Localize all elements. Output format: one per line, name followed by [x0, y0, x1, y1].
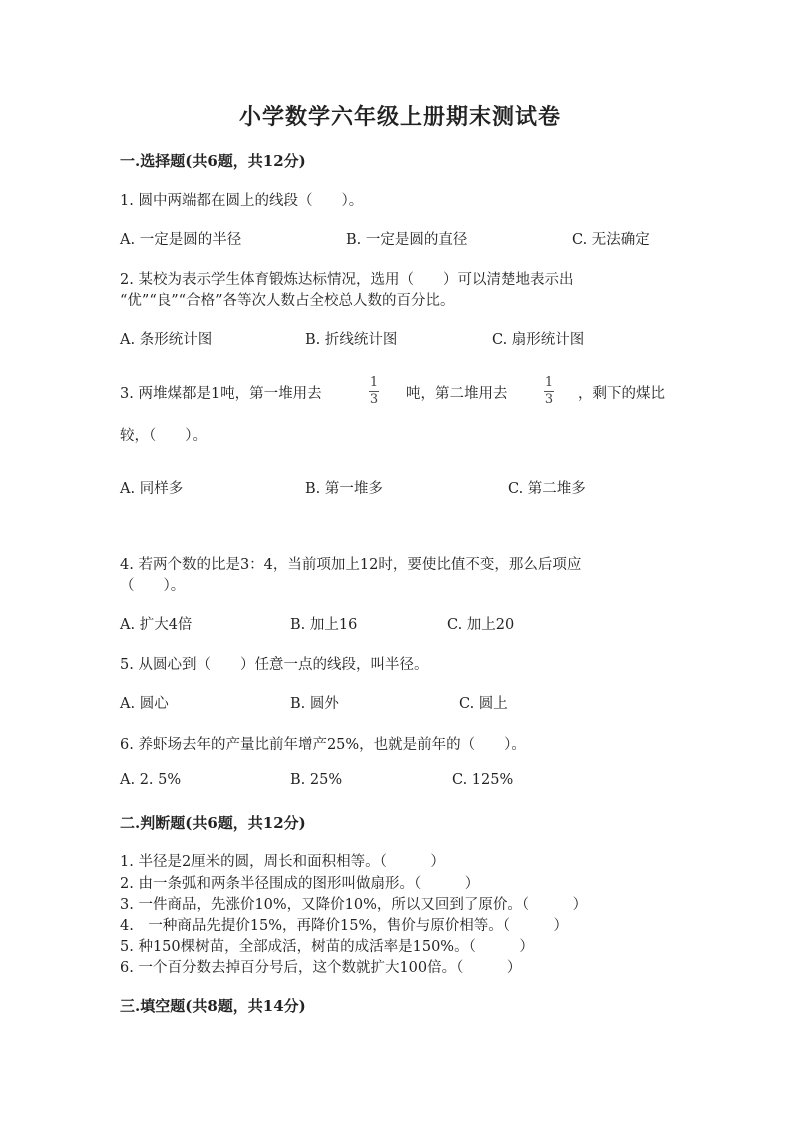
fraction-numerator: 1 — [544, 375, 554, 390]
fraction-numerator: 1 — [369, 375, 379, 390]
judgement-item: 1. 半径是2厘米的圆，周长和面积相等。（ ） — [120, 854, 445, 870]
q1-option-c: C. 无法确定 — [572, 232, 650, 248]
page-title: 小学数学六年级上册期末测试卷 — [238, 104, 561, 130]
question-1: 1. 圆中两端都在圆上的线段（ ）。 — [120, 193, 364, 209]
q5-option-b: B. 圆外 — [290, 696, 339, 712]
question-3-part-3: ，剩下的煤比 — [578, 386, 665, 402]
q3-option-c: C. 第二堆多 — [508, 481, 586, 497]
q4-option-a: A. 扩大4倍 — [120, 617, 193, 633]
q3-option-b: B. 第一堆多 — [305, 481, 383, 497]
q5-option-a: A. 圆心 — [120, 696, 169, 712]
q4-option-c: C. 加上20 — [447, 617, 515, 633]
judgement-item: 2. 由一条弧和两条半径围成的图形叫做扇形。（ ） — [120, 876, 480, 892]
judgement-item: 6. 一个百分数去掉百分号后，这个数就扩大100倍。（ ） — [120, 960, 522, 976]
question-3-part-2: 吨，第二堆用去 — [406, 386, 508, 402]
fraction-denominator: 3 — [544, 392, 554, 407]
section-heading-judgement: 二.判断题(共6题，共12分) — [120, 814, 306, 832]
fraction-denominator: 3 — [369, 392, 379, 407]
q5-option-c: C. 圆上 — [459, 696, 508, 712]
section-heading-fill-blank: 三.填空题(共8题，共14分) — [120, 997, 306, 1015]
question-4-line-2: （ ）。 — [120, 578, 186, 594]
q6-option-c: C. 125% — [452, 772, 514, 788]
question-4-line-1: 4. 若两个数的比是3：4，当前项加上12时，要使比值不变，那么后项应 — [120, 557, 582, 573]
question-2-line-2: “优”“良”“合格”各等次人数占全校总人数的百分比。 — [120, 293, 455, 309]
question-3-line-2: 较，（ ）。 — [120, 428, 207, 444]
question-3-part-1: 3. 两堆煤都是1吨，第一堆用去 — [120, 386, 322, 402]
judgement-item: 3. 一件商品，先涨价10%，又降价10%，所以又回到了原价。（ ） — [120, 897, 588, 913]
q4-option-b: B. 加上16 — [290, 617, 358, 633]
q2-option-c: C. 扇形统计图 — [492, 332, 585, 348]
q2-option-b: B. 折线统计图 — [305, 332, 398, 348]
judgement-item: 5. 种150棵树苗，全部成活，树苗的成活率是150%。（ ） — [120, 939, 534, 955]
q3-fraction-2 — [544, 376, 554, 407]
section-heading-choice: 一.选择题(共6题，共12分) — [120, 152, 306, 170]
q3-fraction-1 — [369, 376, 379, 407]
q3-option-a: A. 同样多 — [120, 481, 184, 497]
q2-option-a: A. 条形统计图 — [120, 332, 213, 348]
q6-option-a: A. 2. 5% — [120, 772, 182, 788]
q1-option-b: B. 一定是圆的直径 — [346, 232, 468, 248]
judgement-item: 4. 一种商品先提价15%，再降价15%，售价与原价相等。（ ） — [120, 918, 569, 934]
q6-option-b: B. 25% — [290, 772, 343, 788]
question-6: 6. 养虾场去年的产量比前年增产25%，也就是前年的（ ）。 — [120, 737, 526, 753]
q1-option-a: A. 一定是圆的半径 — [120, 232, 242, 248]
question-5: 5. 从圆心到（ ）任意一点的线段，叫半径。 — [120, 657, 429, 673]
question-2-line-1: 2. 某校为表示学生体育锻炼达标情况，选用（ ）可以清楚地表示出 — [120, 272, 574, 288]
